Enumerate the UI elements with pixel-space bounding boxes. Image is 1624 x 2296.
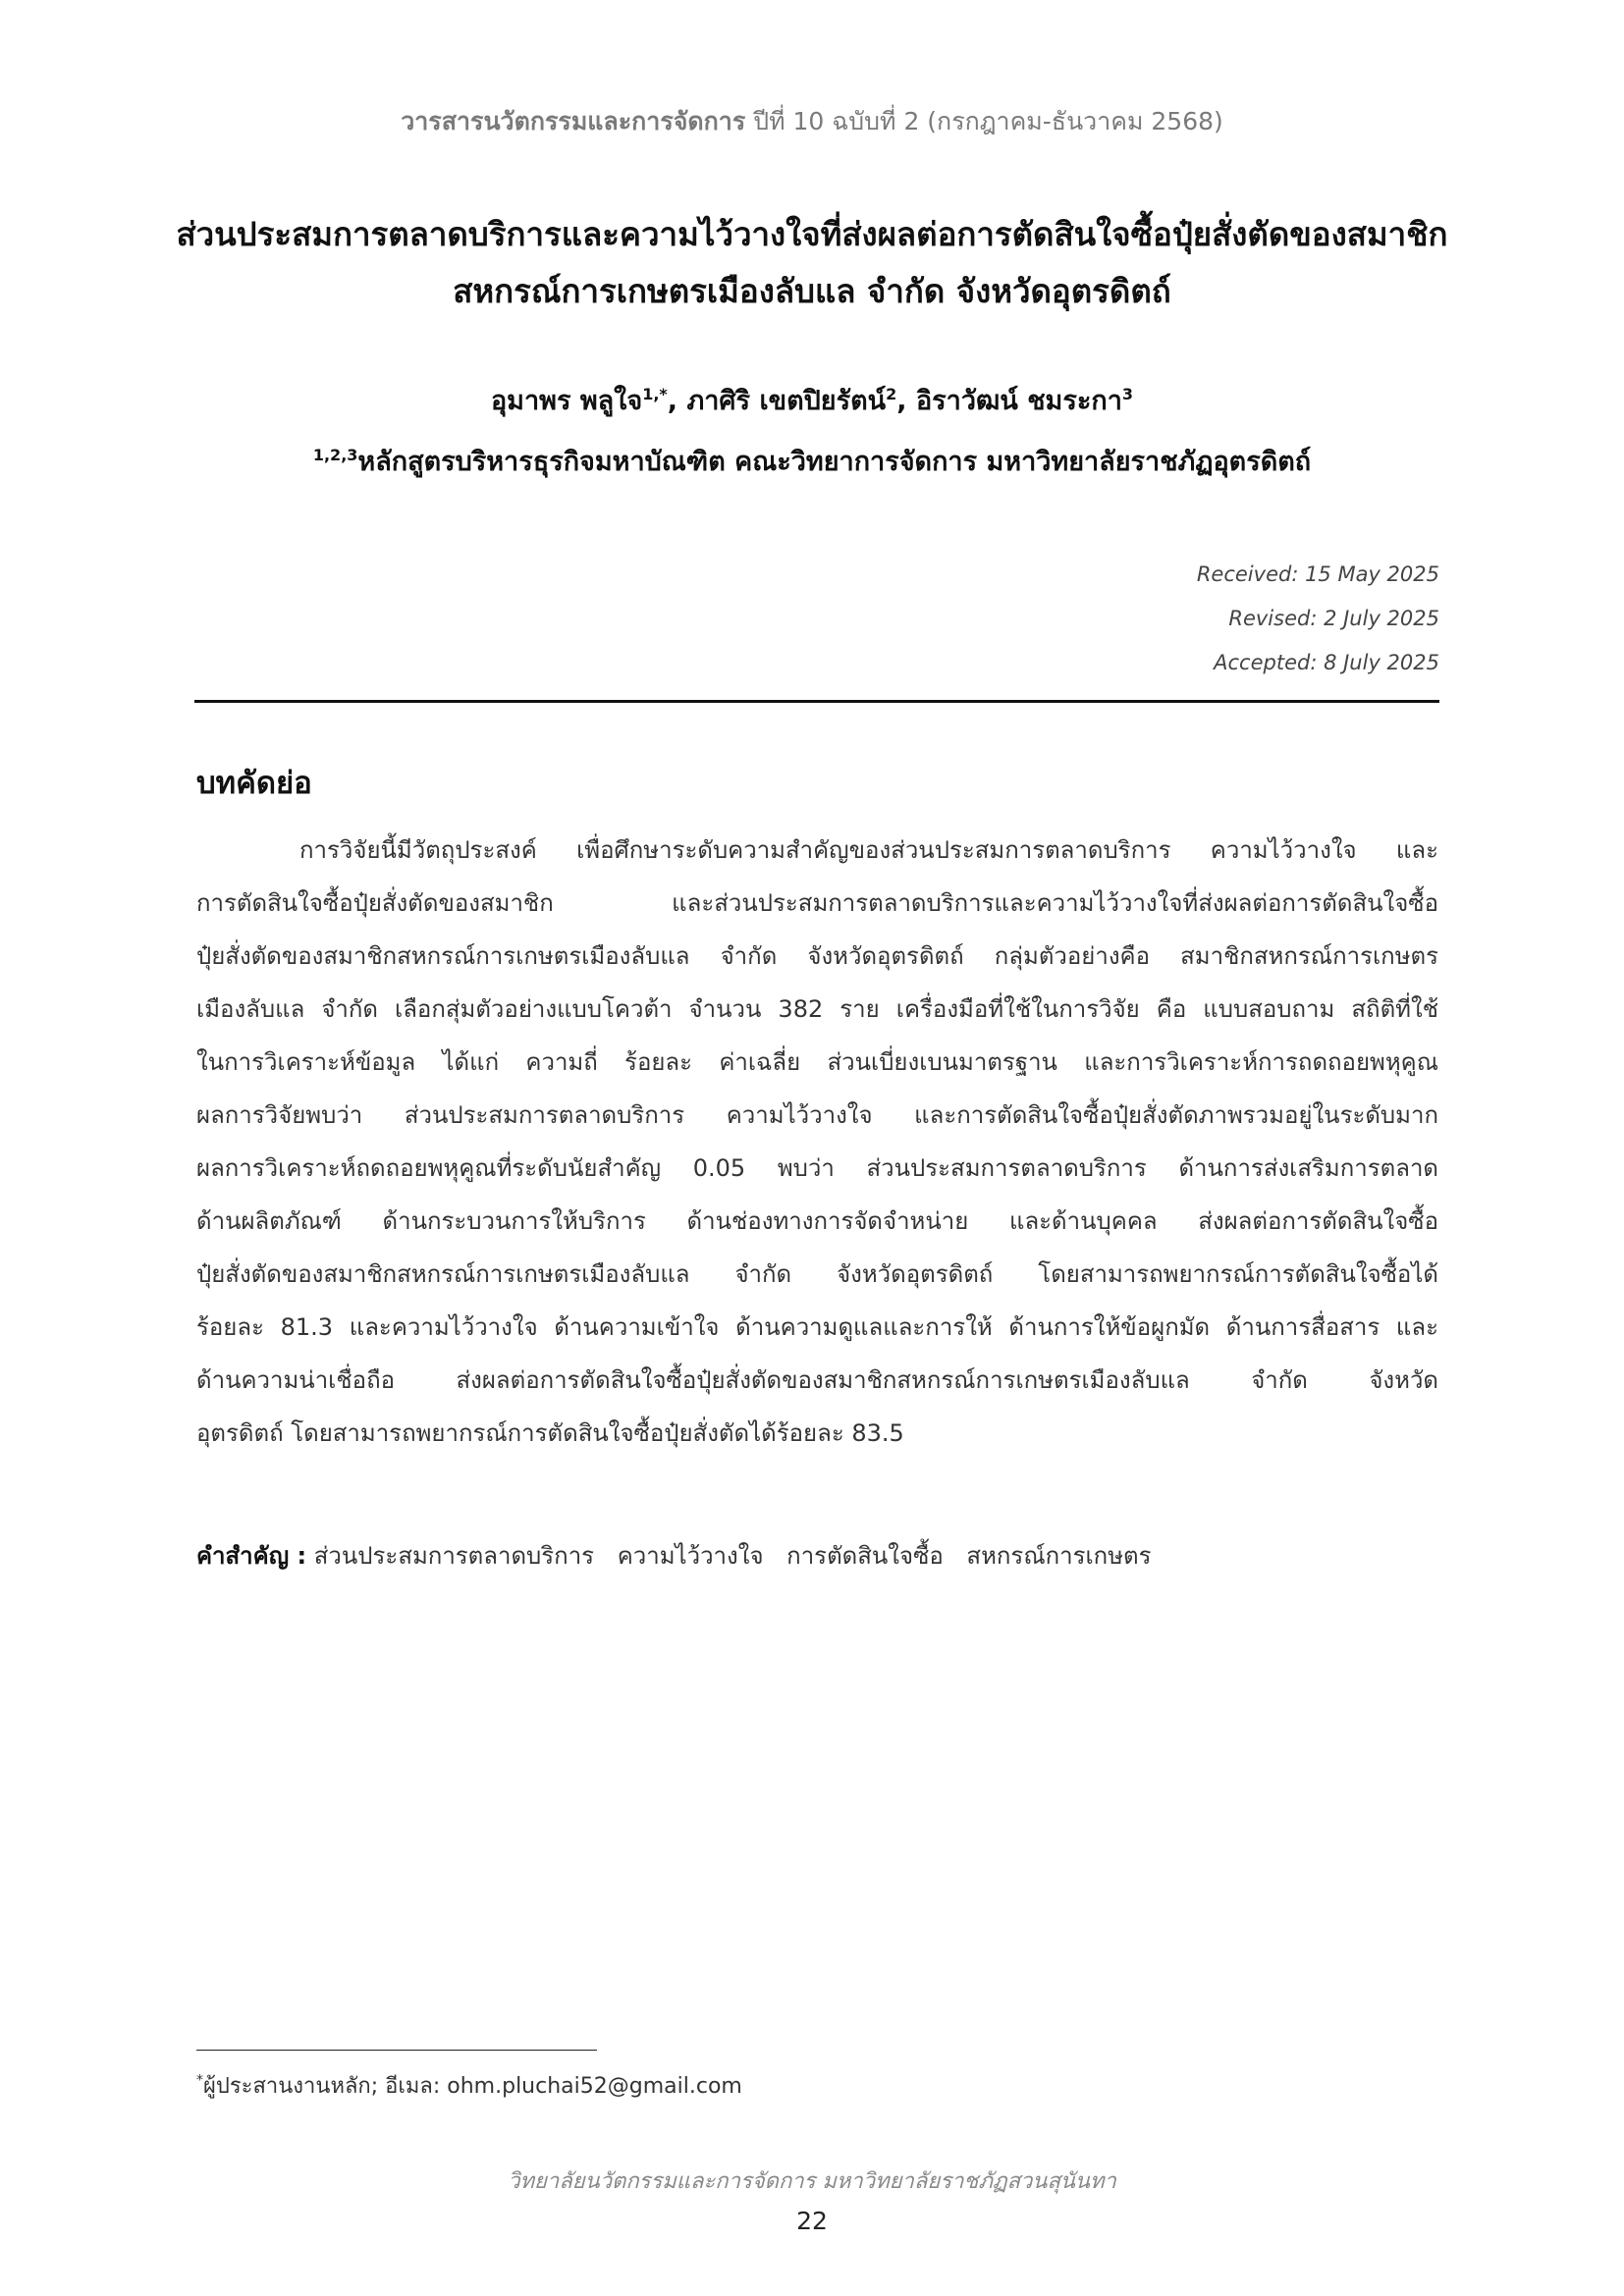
abstract-line: ปุ๋ยสั่งตัดของสมาชิกสหกรณ์การเกษตรเมืองลับแล จำกัด จังหวัดอุตรดิตถ์ กลุ่มตัวอย่างคือ สมาชิกสหกรณ์การเกษตร xyxy=(196,942,1438,970)
abstract-line: ร้อยละ 81.3 และความไว้วางใจ ด้านความเข้าใจ ด้านความดูแลและการให้ ด้านการให้ข้อผูกมัด ด้านการสื่อสาร และ xyxy=(196,1313,1438,1341)
abstract-line: ในการวิเคราะห์ข้อมูล ได้แก่ ความถี่ ร้อยละ ค่าเฉลี่ย ส่วนเบี่ยงเบนมาตรฐาน และการวิเคราะห์การถดถอยพหุคูณ xyxy=(196,1048,1438,1076)
keywords xyxy=(196,1536,1167,1575)
affiliation-text: หลักสูตรบริหารธุรกิจมหาบัณฑิต คณะวิทยาการจัดการ มหาวิทยาลัยราชภัฏอุตรดิตถ์ xyxy=(357,447,1312,477)
header-divider xyxy=(194,700,1439,703)
affiliation xyxy=(0,440,1624,482)
author-name: อุมาพร พลูใจ xyxy=(490,386,643,416)
author-superscript: 3 xyxy=(1121,385,1134,403)
journal-header xyxy=(0,102,1624,141)
keyword: สหกรณ์การเกษตร xyxy=(966,1542,1152,1570)
received-date: Received: 15 May 2025 xyxy=(1196,562,1439,586)
abstract-line: เมืองลับแล จำกัด เลือกสุ่มตัวอย่างแบบโควต้า จำนวน 382 ราย เครื่องมือที่ใช้ในการวิจัย คือ แบบสอบถาม สถิติที่ใช้ xyxy=(196,995,1438,1023)
author-list: อุมาพร พลูใจ$^{1,*}$, ภาศิริ เขตปิยรัตน์$^2$, อิราวัฒน์ ชมระกา$^3$ xyxy=(490,385,1134,416)
paper-title xyxy=(147,206,1477,320)
accepted-date: Accepted: 8 July 2025 xyxy=(1214,651,1439,674)
abstract-line: ด้านความน่าเชื่อถือ ส่งผลต่อการตัดสินใจซื้อปุ๋ยสั่งตัดของสมาชิกสหกรณ์การเกษตรเมืองลับแล จำกัด จังหวัด xyxy=(196,1366,1438,1394)
footnote-text: ผู้ประสานงานหลัก; อีเมล: ohm.pluchai52@gmail.com xyxy=(203,2074,742,2099)
abstract-line: การวิจัยนี้มีวัตถุประสงค์ เพื่อศึกษาระดับความสำคัญของส่วนประสมการตลาดบริการ ความไว้วางใจ และ xyxy=(299,836,1438,864)
keywords-label: คำสำคัญ : xyxy=(196,1542,307,1570)
journal-name: วารสารนวัตกรรมและการจัดการ xyxy=(401,107,746,135)
abstract-line: ผลการวิจัยพบว่า ส่วนประสมการตลาดบริการ ความไว้วางใจ และการตัดสินใจซื้อปุ๋ยสั่งตัดภาพรวมอยู่ในระดับมาก xyxy=(196,1101,1438,1129)
submission-dates xyxy=(1197,553,1439,685)
footnote-divider xyxy=(196,2050,597,2051)
revised-date: Revised: 2 July 2025 xyxy=(1228,607,1439,630)
page-number: 22 xyxy=(796,2207,828,2235)
author-name: ภาศิริ เขตปิยรัตน์ xyxy=(686,386,887,416)
abstract-line: อุตรดิตถ์ โดยสามารถพยากรณ์การตัดสินใจซื้อปุ๋ยสั่งตัดได้ร้อยละ 83.5 xyxy=(196,1419,904,1447)
author-superscript: 1,* xyxy=(642,385,668,403)
footnote xyxy=(196,2068,742,2103)
footer-college: วิทยาลัยนวัตกรรมและการจัดการ มหาวิทยาลัยราชภัฏสวนสุนันทา xyxy=(508,2169,1116,2194)
title-line-2: สหกรณ์การเกษตรเมืองลับแล จำกัด จังหวัดอุตรดิตถ์ xyxy=(453,272,1171,310)
affiliation-superscript: 1,2,3 xyxy=(312,446,358,464)
abstract-heading: บทคัดย่อ xyxy=(196,766,312,801)
issue-info: ปีที่ 10 ฉบับที่ 2 (กรกฎาคม-ธันวาคม 2568) xyxy=(753,107,1223,135)
author-name: อิราวัฒน์ ชมระกา xyxy=(915,386,1122,416)
footnote-marker: * xyxy=(196,2072,203,2089)
keyword: การตัดสินใจซื้อ xyxy=(786,1542,944,1570)
abstract-line: ด้านผลิตภัณฑ์ ด้านกระบวนการให้บริการ ด้านช่องทางการจัดจำหน่าย และด้านบุคคล ส่งผลต่อการตัดสินใจซื้อ xyxy=(196,1207,1438,1235)
abstract-body xyxy=(196,824,1438,1460)
abstract-line: ผลการวิเคราะห์ถดถอยพหุคูณที่ระดับนัยสำคัญ 0.05 พบว่า ส่วนประสมการตลาดบริการ ด้านการส่งเสริมการตลาด xyxy=(196,1154,1438,1182)
author-superscript: 2 xyxy=(886,385,897,403)
abstract-line: การตัดสินใจซื้อปุ๋ยสั่งตัดของสมาชิก และส่วนประสมการตลาดบริการและความไว้วางใจที่ส่งผลต่อการตัดสินใจซื้อ xyxy=(196,889,1438,917)
keyword: ความไว้วางใจ xyxy=(617,1542,764,1570)
abstract-line: ปุ๋ยสั่งตัดของสมาชิกสหกรณ์การเกษตรเมืองลับแล จำกัด จังหวัดอุตรดิตถ์ โดยสามารถพยากรณ์การตัดสินใจซื้อได้ xyxy=(196,1260,1438,1288)
keyword: ส่วนประสมการตลาดบริการ xyxy=(313,1542,595,1570)
title-line-1: ส่วนประสมการตลาดบริการและความไว้วางใจที่ส่งผลต่อการตัดสินใจซื้อปุ๋ยสั่งตัดของสมาชิก xyxy=(176,215,1448,253)
